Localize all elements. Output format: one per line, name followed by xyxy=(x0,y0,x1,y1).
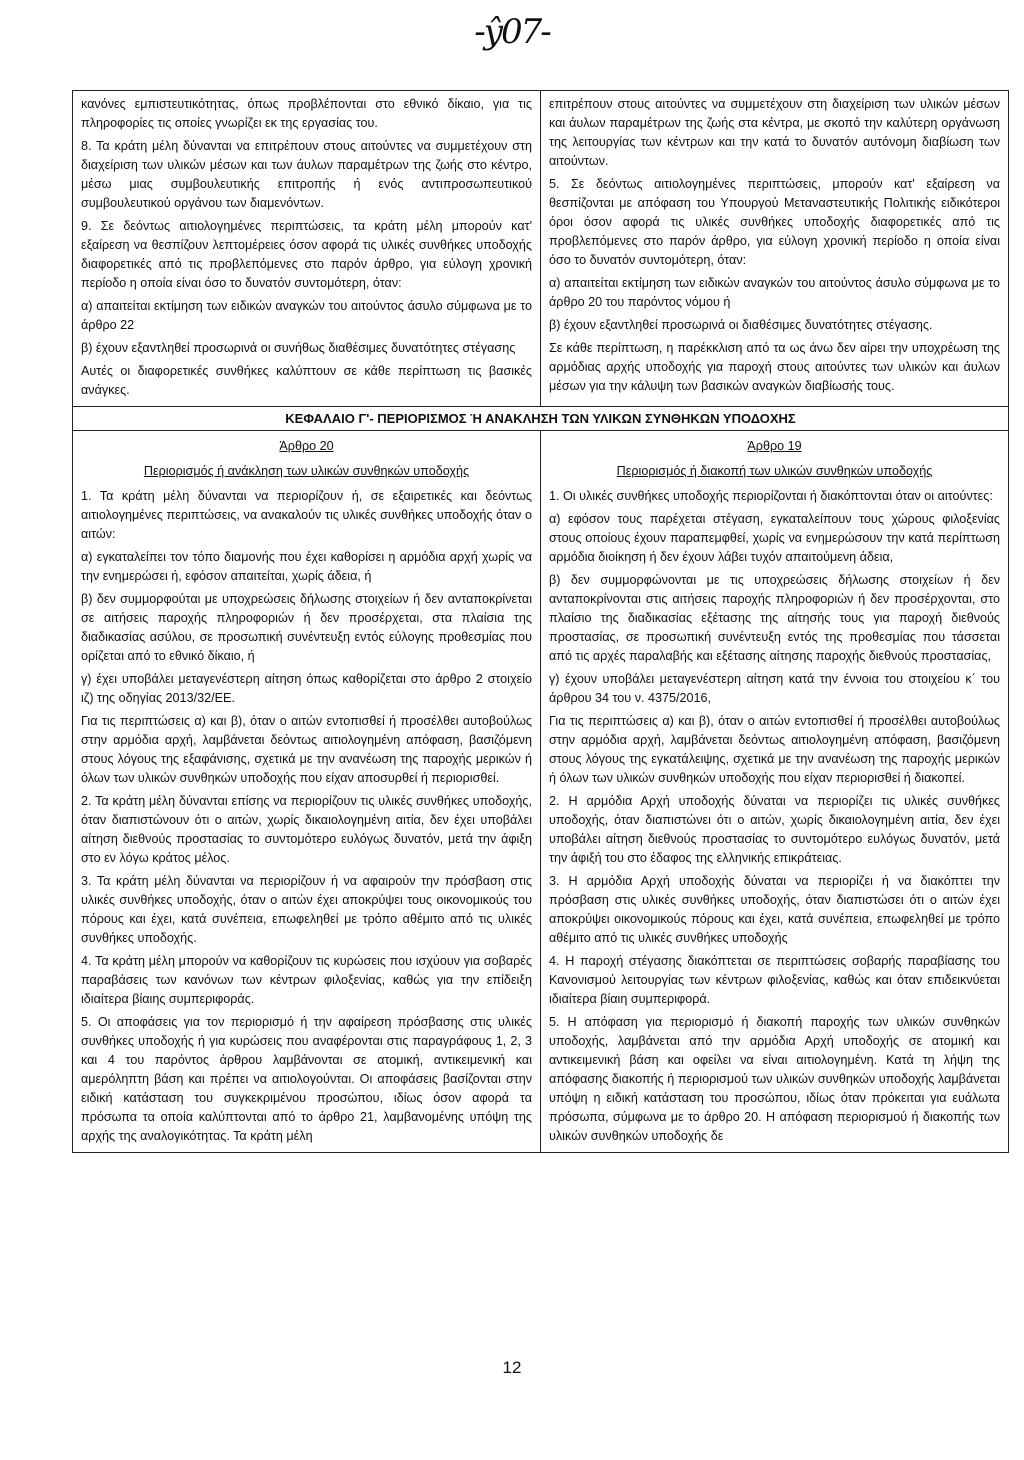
paragraph: 8. Τα κράτη μέλη δύνανται να επιτρέπουν στους αιτούντες να συμμετέχουν στη διαχείριση των υλικών μέσων και των άυλων παραμέτρων της ζωής στο κέντρο, μέσω μιας συμβουλευτικής επιτροπής ή ενός αντιπροσωπευτικού συμβουλευτικού οργάνου των διαμενόντων. xyxy=(81,139,532,210)
right-article-number: Άρθρο 19 xyxy=(747,439,802,453)
bottom-left-text xyxy=(81,487,532,1146)
paragraph: Για τις περιπτώσεις α) και β), όταν ο αιτών εντοπισθεί ή προσέλθει αυτοβούλως στην αρμόδια αρχή, λαμβάνεται δεόντως αιτιολογημένη απόφαση, βασιζόμενη στους λόγους της εγκατάλειψης, σχετικά με την ανανέωση της παροχής μερικών ή όλων των υλικών συνθηκών υποδοχής που είχαν περιορισθεί ή διακοπεί. xyxy=(549,714,1000,785)
paragraph: γ) έχουν υποβάλει μεταγενέστερη αίτηση κατά την έννοια του στοιχείου κ΄ του άρθρου 34 του ν. 4375/2016, xyxy=(549,672,1000,705)
paragraph: α) απαιτείται εκτίμηση των ειδικών αναγκών του αιτούντος άσυλο σύμφωνα με το άρθρο 20 του παρόντος νόμου ή xyxy=(549,276,1000,309)
handwritten-page-mark: -ŷ07- xyxy=(474,12,550,52)
left-article-subtitle: Περιορισμός ή ανάκληση των υλικών συνθηκών υποδοχής xyxy=(143,464,470,478)
left-article-number: Άρθρο 20 xyxy=(279,439,334,453)
paragraph: α) εγκαταλείπει τον τόπο διαμονής που έχει καθορίσει η αρμόδια αρχή χωρίς να την ενημερώσει ή, εφόσον απαιτείται, χωρίς άδεια, ή xyxy=(81,550,532,583)
chapter-title: ΚΕΦΑΛΑΙΟ Γ'- ΠΕΡΙΟΡΙΣΜΟΣ Ή ΑΝΑΚΛΗΣΗ ΤΩΝ ΥΛΙΚΩΝ ΣΥΝΘΗΚΩΝ ΥΠΟΔΟΧΗΣ xyxy=(73,407,1009,431)
paragraph: β) έχουν εξαντληθεί προσωρινά οι συνήθως διαθέσιμες δυνατότητες στέγασης xyxy=(81,341,516,355)
top-left-text xyxy=(81,95,532,400)
top-right-cell xyxy=(541,91,1009,407)
paragraph: 2. Τα κράτη μέλη δύνανται επίσης να περιορίζουν τις υλικές συνθήκες υποδοχής, όταν διαπιστώνουν ότι ο αιτών, χωρίς δικαιολογημένη αιτία, δεν έχει υποβάλει αίτηση διεθνούς προστασίας το συντομότερο ευλόγως δυνατόν, μετά την άφιξη στο εν λόγω κράτος μέλος. xyxy=(81,794,532,865)
paragraph: 4. Η παροχή στέγασης διακόπτεται σε περιπτώσεις σοβαρής παραβίασης του Κανονισμού λειτουργίας των κέντρων φιλοξενίας, καθώς και όταν επιδεικνύεται ιδιαίτερα βίαιη συμπεριφορά. xyxy=(549,954,1000,1006)
paragraph: 5. Οι αποφάσεις για τον περιορισμό ή την αφαίρεση πρόσβασης στις υλικές συνθήκες υποδοχής ή για κυρώσεις που αναφέρονται στις παραγράφους 1, 2, 3 και 4 του παρόντος άρθρου λαμβάνονται σε ατομική, αντικειμενική και αμερόληπτη βάση και πρέπει να αιτιολογούνται. Οι αποφάσεις βασίζονται στην ειδική κατάσταση του συγκεκριμένου προσώπου, ιδίως όσον αφορά τα πρόσωπα τα οποία καλύπτονται από το άρθρο 21, λαμβανομένης υπόψη της αρχής της αναλογικότητας. Τα κράτη μέλη xyxy=(81,1015,532,1143)
paragraph: Σε κάθε περίπτωση, η παρέκκλιση από τα ως άνω δεν αίρει την υποχρέωση της αρμόδιας αρχής υποδοχής για παροχή στους αιτούντες των υλικών και άυλων μέσων για την κάλυψη των βασικών αναγκών διαβίωσής τους. xyxy=(549,341,1000,393)
bottom-right-cell xyxy=(541,431,1009,1153)
paragraph: 3. Η αρμόδια Αρχή υποδοχής δύναται να περιορίζει ή να διακόπτει την πρόσβαση στις υλικές συνθήκες υποδοχής, όταν διαπιστώσει ότι ο αιτών έχει αποκρύψει οικονομικούς πόρους και έχει, κατά συνέπεια, επωφεληθεί με τρόπο αθέμιτο από τις υλικές συνθήκες υποδοχής xyxy=(549,874,1000,945)
paragraph: 1. Τα κράτη μέλη δύνανται να περιορίζουν ή, σε εξαιρετικές και δεόντως αιτιολογημένες περιπτώσεις, να ανακαλούν τις υλικές συνθήκες υποδοχής όταν ο αιτών: xyxy=(81,489,532,541)
paragraph: α) απαιτείται εκτίμηση των ειδικών αναγκών του αιτούντος άσυλο σύμφωνα με το άρθρο 22 xyxy=(81,299,532,332)
top-left-cell xyxy=(73,91,541,407)
paragraph: 4. Τα κράτη μέλη μπορούν να καθορίζουν τις κυρώσεις που ισχύουν για σοβαρές παραβάσεις των κανόνων των κέντρων φιλοξενίας, καθώς για την επίδειξη ιδιαίτερα βίαιης συμπεριφοράς. xyxy=(81,954,532,1006)
paragraph: κανόνες εμπιστευτικότητας, όπως προβλέπονται στο εθνικό δίκαιο, για τις πληροφορίες τις οποίες γνωρίζει εκ της εργασίας του. xyxy=(81,97,532,130)
paragraph: Για τις περιπτώσεις α) και β), όταν ο αιτών εντοπισθεί ή προσέλθει αυτοβούλως στην αρμόδια αρχή, λαμβάνεται δεόντως αιτιολογημένη απόφαση, βασιζόμενη στους λόγους της εξαφάνισης, σχετικά με την ανανέωση της παροχής μερικών ή όλων των υλικών συνθηκών υποδοχής που είχαν αποσυρθεί ή περιορισθεί. xyxy=(81,714,532,785)
bottom-left-cell xyxy=(73,431,541,1153)
paragraph: 1. Οι υλικές συνθήκες υποδοχής περιορίζονται ή διακόπτονται όταν οι αιτούντες: xyxy=(549,489,993,503)
page-number: 12 xyxy=(502,1358,522,1377)
paragraph: 2. Η αρμόδια Αρχή υποδοχής δύναται να περιορίζει τις υλικές συνθήκες υποδοχής, όταν διαπιστώνει ότι ο αιτών, χωρίς δικαιολογημένη αιτία, δεν έχει υποβάλει αίτηση διεθνούς προστασίας το συντομότερο ευλόγως δυνατόν, μετά την άφιξή του στο έδαφος της ελληνικής επικράτειας. xyxy=(549,794,1000,865)
comparison-table xyxy=(72,90,1000,1153)
paragraph: επιτρέπουν στους αιτούντες να συμμετέχουν στη διαχείριση των υλικών μέσων και άυλων παραμέτρων της ζωής στα κέντρα, με σκοπό την καλύτερη οργάνωση της λειτουργίας των κέντρων και την κατά το δυνατόν αυτόνομη διαβίωση των αιτούντων. xyxy=(549,97,1000,168)
paragraph: Αυτές οι διαφορετικές συνθήκες καλύπτουν σε κάθε περίπτωση τις βασικές ανάγκες. xyxy=(81,364,532,397)
paragraph: α) εφόσον τους παρέχεται στέγαση, εγκαταλείπουν τους χώρους φιλοξενίας στους οποίους έχουν παραπεμφθεί, χωρίς να ενημερώσουν την κατά περίπτωση αρμόδια διοίκηση ή δεν έχουν λάβει τυχόν απαιτούμενη άδεια, xyxy=(549,512,1000,564)
bottom-right-text xyxy=(549,487,1000,1146)
paragraph: 5. Η απόφαση για περιορισμό ή διακοπή παροχής των υλικών συνθηκών υποδοχής, λαμβάνεται από την αρμόδια Αρχή υποδοχής σε ατομική και αντικειμενική βάση και οφείλει να είναι αιτιολογημένη. Κατά τη λήψη της απόφασης διακοπής ή περιορισμού των υλικών συνθηκών υποδοχής λαμβάνεται υπόψη η ειδική κατάσταση του προσώπου, ιδίως όταν πρόκειται για ευάλωτα πρόσωπα, σύμφωνα με το άρθρο 20. Η απόφαση περιορισμού ή διακοπής των υλικών συνθηκών υποδοχής δε xyxy=(549,1015,1000,1143)
right-article-subtitle: Περιορισμός ή διακοπή των υλικών συνθηκών υποδοχής xyxy=(616,464,933,478)
paragraph: 3. Τα κράτη μέλη δύνανται να περιορίζουν ή να αφαιρούν την πρόσβαση στις υλικές συνθήκες υποδοχής, όταν ο αιτών έχει αποκρύψει τους οικονομικούς του πόρους και έχει, κατά συνέπεια, επωφεληθεί με τρόπο αθέμιτο από τις υλικές συνθήκες υποδοχής. xyxy=(81,874,532,945)
paragraph: β) δεν συμμορφώνονται με τις υποχρεώσεις δήλωσης στοιχείων ή δεν ανταποκρίνονται στις αιτήσεις παροχής πληροφοριών ή δεν προσέρχονται, στο πλαίσιο της διαδικασίας εξέτασης της αίτησής τους για παροχή διεθνούς προστασίας, σε προσωπική συνέντευξη εντός της προθεσμίας που τάσσεται από τις αρχές παραλαβής και εξέτασης αίτησης παροχής διεθνούς προστασίας, xyxy=(549,573,1000,663)
paragraph: β) έχουν εξαντληθεί προσωρινά οι διαθέσιμες δυνατότητες στέγασης. xyxy=(549,318,933,332)
top-right-text xyxy=(549,95,1000,396)
paragraph: 9. Σε δεόντως αιτιολογημένες περιπτώσεις, τα κράτη μέλη μπορούν κατ' εξαίρεση να θεσπίζουν λεπτομέρειες όσον αφορά τις υλικές συνθήκες υποδοχής διαφορετικές από τις προβλεπόμενες στο παρόν άρθρο, για εύλογη χρονική περίοδο η οποία είναι όσο το δυνατόν συντομότερη, όταν: xyxy=(81,219,532,290)
paragraph: γ) έχει υποβάλει μεταγενέστερη αίτηση όπως καθορίζεται στο άρθρο 2 στοιχείο ιζ) της οδηγίας 2013/32/ΕΕ. xyxy=(81,672,532,705)
paragraph: 5. Σε δεόντως αιτιολογημένες περιπτώσεις, μπορούν κατ' εξαίρεση να θεσπίζονται με απόφαση του Υπουργού Μεταναστευτικής Πολιτικής ειδικότεροι όροι όσον αφορά τις υλικές συνθήκες υποδοχής διαφορετικές από τις προβλεπόμενες στο παρόν άρθρο, για εύλογη χρονική περίοδο η οποία είναι όσο το δυνατόν συντομότερη, όταν: xyxy=(549,177,1000,267)
paragraph: β) δεν συμμορφούται με υποχρεώσεις δήλωσης στοιχείων ή δεν ανταποκρίνεται σε αιτήσεις παροχής πληροφοριών ή δεν προσέρχεται, στα πλαίσια της διαδικασίας ασύλου, σε προσωπική συνέντευξη εντός εύλογης προθεσμίας που ορίζεται από το εθνικό δίκαιο, ή xyxy=(81,592,532,663)
